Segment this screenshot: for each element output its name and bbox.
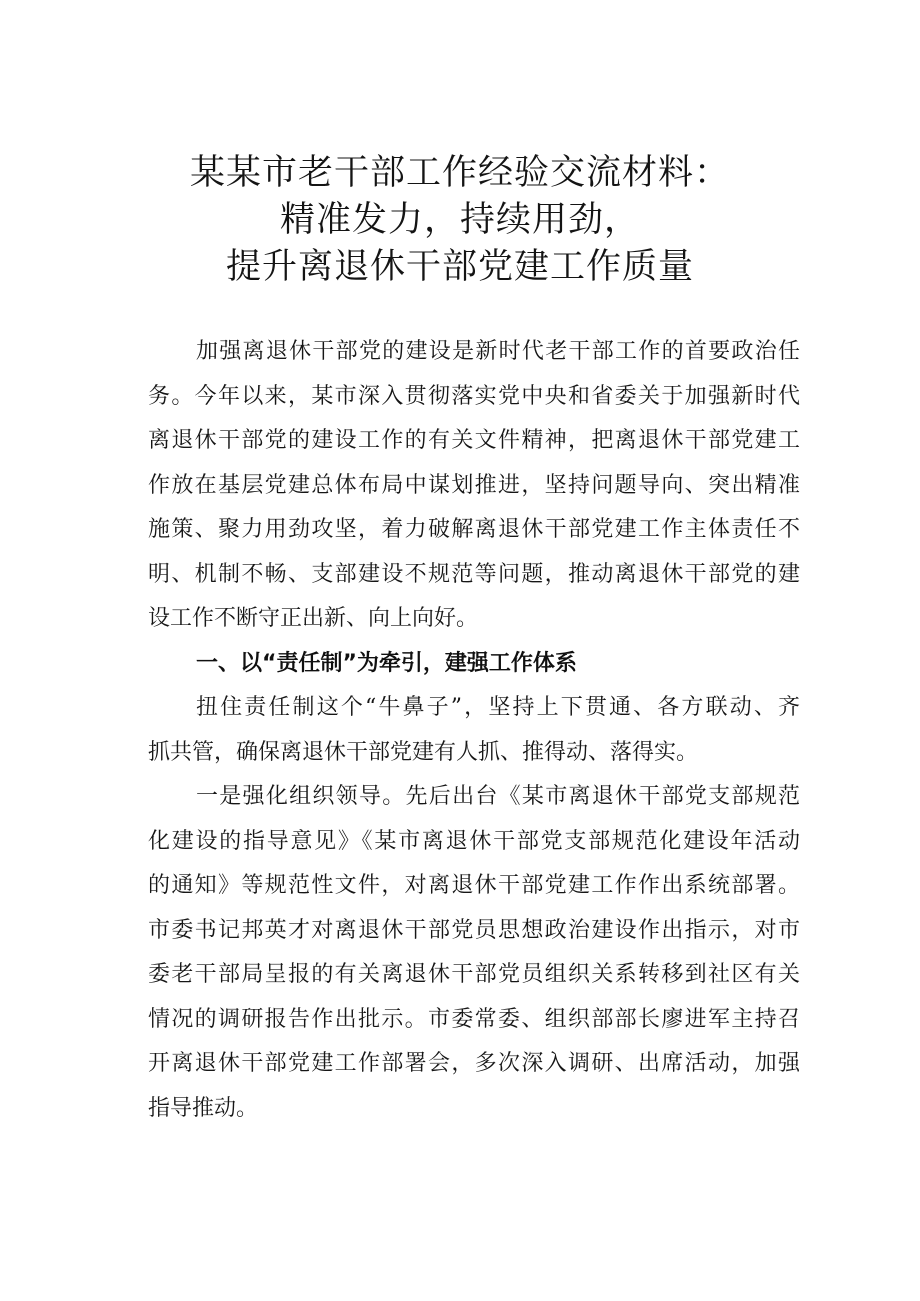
intro-line: 设工作不断守正出新、向上向好。 — [148, 606, 479, 631]
intro-line: 加强离退休干部党的建设是新时代老干部工作的首要政治任 — [196, 339, 800, 364]
section-1-intro-line: 扭住责任制这个“牛鼻子”，坚持上下贯通、各方联动、齐 — [196, 695, 800, 720]
point-1-line: 情况的调研报告作出批示。市委常委、组织部部长廖进军主持召 — [148, 1006, 800, 1032]
title-line-3: 提升离退休干部党建工作质量 — [225, 247, 694, 287]
intro-line: 离退休干部党的建设工作的有关文件精神，把离退休干部党建工 — [148, 428, 800, 453]
document-title — [140, 150, 780, 291]
point-1-line: 市委书记邦英才对离退休干部党员思想政治建设作出指示，对市 — [148, 917, 800, 943]
intro-line: 作放在基层党建总体布局中谋划推进，坚持问题导向、突出精准 — [148, 472, 800, 498]
point-1-line: 委老干部局呈报的有关离退休干部党员组织关系转移到社区有关 — [148, 962, 800, 987]
intro-line: 施策、聚力用劲攻坚，着力破解离退休干部党建工作主体责任不 — [148, 517, 800, 542]
title-line-2: 精准发力，持续用劲， — [279, 200, 640, 240]
section-1-heading: 一、以“责任制”为牵引，建强工作体系 — [196, 650, 577, 676]
point-1-paragraph — [148, 775, 800, 1131]
point-1-line: 一是强化组织领导。先后出台《某市离退休干部党支部规范 — [196, 784, 800, 809]
section-1-intro-paragraph — [148, 686, 800, 775]
intro-paragraph — [148, 330, 800, 642]
section-1-intro-line: 抓共管，确保离退休干部党建有人抓、推得动、落得实。 — [148, 739, 699, 765]
intro-line: 务。今年以来，某市深入贯彻落实党中央和省委关于加强新时代 — [148, 383, 800, 409]
title-line-1: 某某市老干部工作经验交流材料： — [189, 153, 730, 193]
point-1-line: 开离退休干部党建工作部署会，多次深入调研、出席活动，加强 — [148, 1051, 800, 1076]
point-1-line: 指导推动。 — [148, 1095, 259, 1121]
point-1-line: 的通知》等规范性文件，对离退休干部党建工作作出系统部署。 — [148, 873, 800, 898]
document-body — [148, 330, 800, 1131]
intro-line: 明、机制不畅、支部建设不规范等问题，推动离退休干部党的建 — [148, 561, 800, 587]
point-1-line: 化建设的指导意见》《某市离退休干部党支部规范化建设年活动 — [148, 828, 800, 854]
